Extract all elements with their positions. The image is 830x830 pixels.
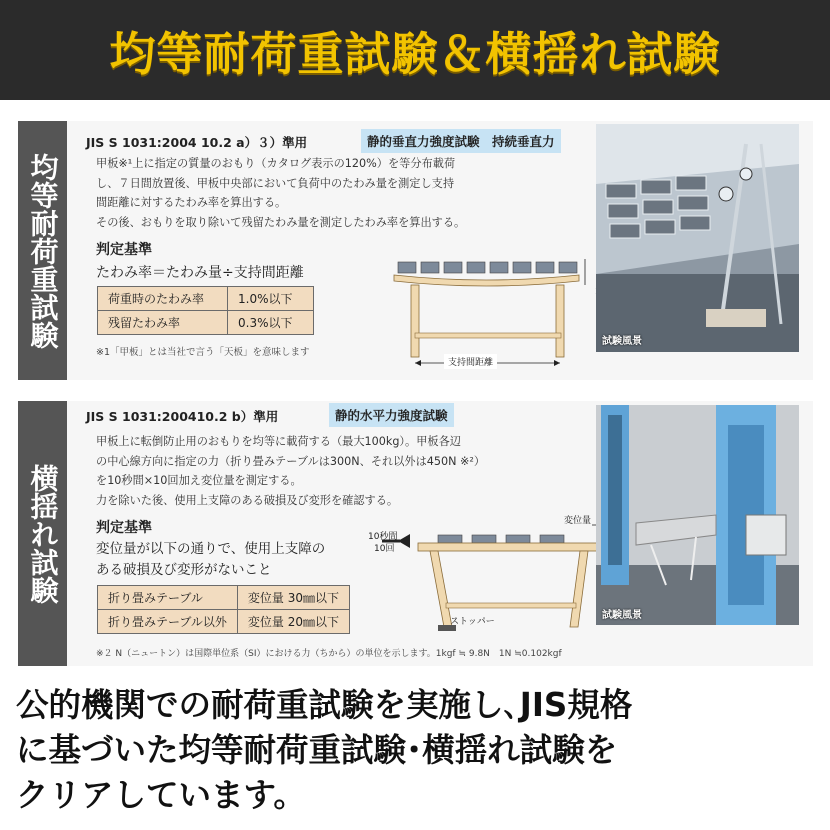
desc-line: 間距離に対するたわみ率を算出する。 <box>96 196 287 209</box>
test-scene-photo <box>596 405 799 625</box>
criteria-line: 変位量が以下の通りで、使用上支障の <box>96 541 326 557</box>
criteria-table <box>97 286 314 335</box>
weights <box>438 535 564 543</box>
desc-line: その後、おもりを取り除いて残留たわみ量を測定したわみ率を算出する。 <box>96 215 466 229</box>
test-description <box>96 432 485 510</box>
header-banner <box>0 0 830 100</box>
side-label <box>18 401 67 666</box>
standard-reference: JIS S 1031:200410.2 b）準用 <box>86 409 279 424</box>
desc-line: の中心線方向に指定の力（折り畳みテーブルは300N、それ以外は450N ※²） <box>96 454 486 468</box>
side-label-text: 均等耐荷重試験 <box>26 152 60 349</box>
page-title: 均等耐荷重試験＆横揺れ試験 <box>109 27 721 81</box>
table-rail <box>446 603 576 608</box>
table-leg <box>430 551 452 627</box>
desc-line: 甲板上に転倒防止用のおもりを均等に載荷する（最大100kg）。甲板各辺 <box>96 435 461 448</box>
count-label: 10回 <box>374 544 395 554</box>
table-cell: 0.3%以下 <box>228 311 314 335</box>
criteria-title: 判定基準 <box>96 520 152 536</box>
summary-line: に基づいた均等耐荷重試験･横揺れ試験を <box>16 731 618 769</box>
table-cell: 変位量 30㎜以下 <box>237 586 349 610</box>
table-row <box>98 586 350 610</box>
table-row <box>98 610 350 634</box>
test-type-tag: 静的垂直力強度試験 持続垂直力 <box>361 129 561 153</box>
desc-line: を10秒間×10回加え変位量を測定する。 <box>96 474 302 487</box>
table-cell: 折り畳みテーブル以外 <box>98 610 238 634</box>
table-rail <box>415 333 561 338</box>
weights <box>398 262 577 273</box>
footnote: ※２ N（ニュートン）は国際単位系（SI）における力（ちから）の単位を示します。1kgf ≒ 9.8N 1N ≒0.102kgf <box>96 649 562 659</box>
side-label-text: 横揺れ試験 <box>26 463 60 604</box>
deflection-formula: たわみ率＝たわみ量÷支持間距離 <box>96 265 304 281</box>
test-type-tag: 静的水平力強度試験 <box>329 403 454 427</box>
stopper-label: ストッパー <box>450 617 495 627</box>
standard-reference: JIS S 1031:2004 10.2 a）３）準用 <box>86 135 308 150</box>
desc-line: 力を除いた後、使用上支障のある破損及び変形を確認する。 <box>96 493 399 507</box>
table-cell: 1.0%以下 <box>228 287 314 311</box>
uniform-load-test-section <box>18 121 813 380</box>
table-cell: 折り畳みテーブル <box>98 586 238 610</box>
criteria-intro <box>96 539 325 581</box>
time-label: 10秒間 <box>368 532 398 542</box>
criteria-table <box>97 585 350 634</box>
criteria-title: 判定基準 <box>96 242 152 258</box>
table-leg <box>570 551 588 627</box>
load-diagram <box>391 245 601 371</box>
summary-text <box>16 683 816 818</box>
table-cell: 荷重時のたわみ率 <box>98 287 228 311</box>
test-description <box>96 154 465 232</box>
test-scene-photo <box>596 124 799 352</box>
desc-line: 甲板※¹上に指定の質量のおもり（カタログ表示の120%）を等分布載荷 <box>96 157 456 170</box>
tabletop <box>394 275 579 286</box>
photo-caption: 試験風景 <box>602 610 642 621</box>
footnote: ※1「甲板」とは当社で言う「天板」を意味します <box>96 347 310 358</box>
span-label: 支持間距離 <box>444 354 497 369</box>
table-leg <box>556 285 564 357</box>
displacement-label: 変位量 <box>564 516 592 526</box>
table-cell: 残留たわみ率 <box>98 311 228 335</box>
table-leg <box>411 285 419 357</box>
tabletop <box>418 543 598 551</box>
table-row <box>98 287 314 311</box>
desc-line: し、７日間放置後、甲板中央部において負荷中のたわみ量を測定し支持 <box>96 176 455 190</box>
summary-line: クリアしています。 <box>16 776 306 814</box>
table-cell: 変位量 20㎜以下 <box>237 610 349 634</box>
photo-caption: 試験風景 <box>602 336 642 347</box>
lateral-sway-test-section <box>18 401 813 666</box>
criteria-line: ある破損及び変形がないこと <box>96 562 272 578</box>
table-row <box>98 311 314 335</box>
summary-line: 公的機関での耐荷重試験を実施し､JIS規格 <box>16 686 633 724</box>
side-label <box>18 121 67 380</box>
